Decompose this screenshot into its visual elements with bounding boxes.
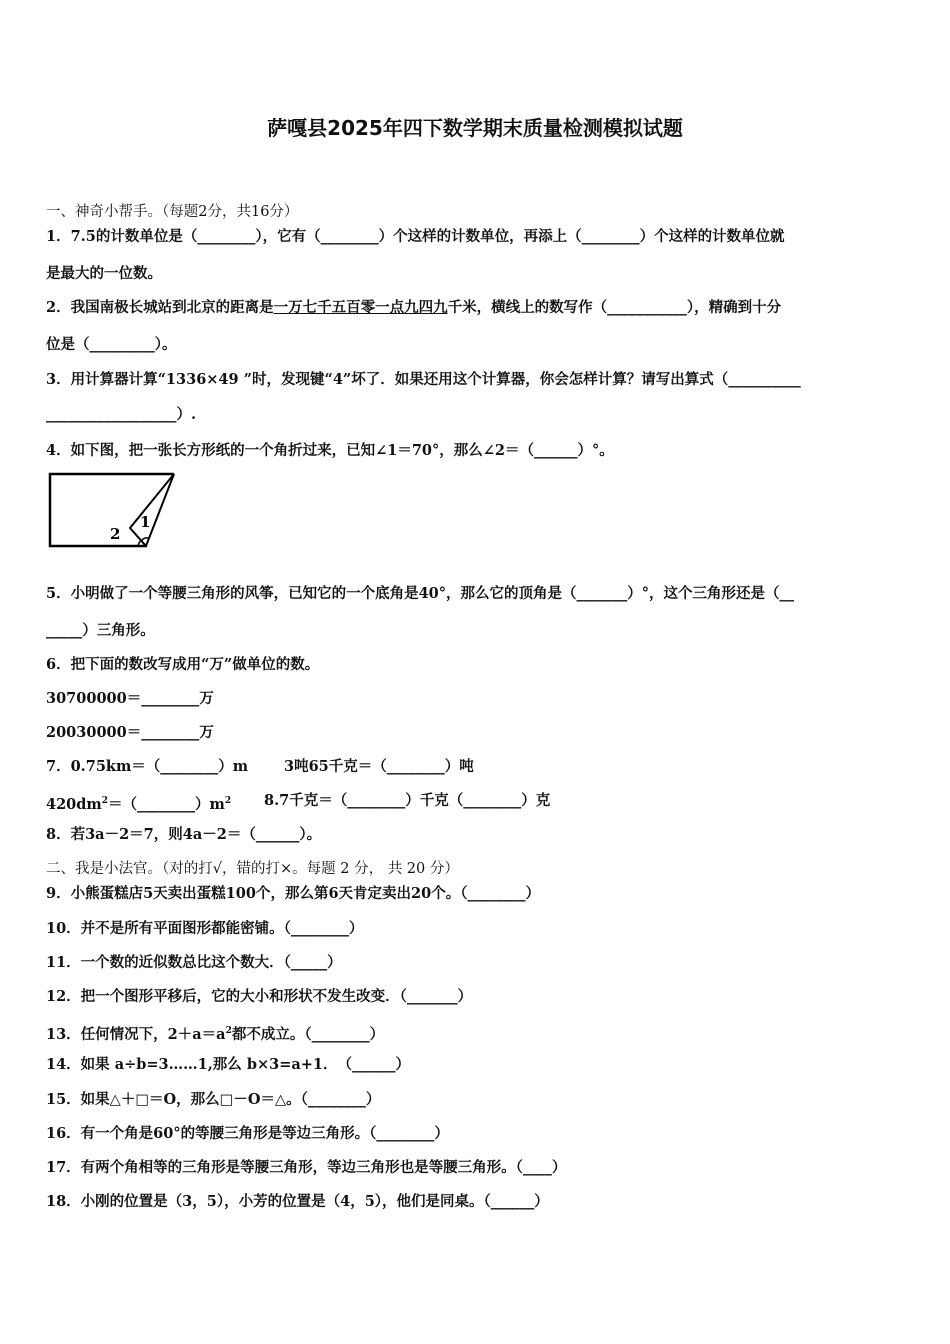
question-5-line-1: 5．小明做了一个等腰三角形的风筝，已知它的一个底角是40°，那么它的顶角是（_______）°，这个三角形还是（__ (46, 585, 795, 602)
folded-paper-figure (46, 470, 186, 552)
question-9: 9．小熊蛋糕店5天卖出蛋糕100个，那么第6天肯定卖出20个。（________） (46, 885, 540, 902)
angle-1-label: 1 (140, 513, 151, 531)
question-7-c-unit-sup: 2 (224, 796, 232, 806)
question-7-d: 8.7千克＝（________）千克（________）克 (264, 792, 551, 809)
question-3-line-2: __________________）. (46, 406, 197, 423)
question-2-post: 千米，横线上的数写作（___________），精确到十分 (447, 299, 782, 316)
rectangle-outline (50, 474, 166, 546)
question-15: 15．如果△＋□＝O，那么□－O＝△。（________） (46, 1091, 381, 1108)
question-14: 14．如果 a÷b=3……1,那么 b×3=a+1． （______） (46, 1056, 410, 1073)
question-2-line-2: 位是（_________）。 (46, 336, 177, 353)
question-7-c-post: ＝（________）m (108, 795, 225, 813)
question-13-sup: 2 (225, 1026, 232, 1036)
section-2-header: 二、我是小法官。（对的打√，错的打×。每题 2 分， 共 20 分） (46, 861, 459, 877)
question-13 (46, 1021, 384, 1045)
question-6-b: 20030000＝________万 (46, 724, 214, 741)
question-7-c-sup: 2 (101, 796, 109, 806)
question-10: 10．并不是所有平面图形都能密铺。（________） (46, 920, 364, 937)
question-2-line-1 (46, 298, 781, 318)
question-4-text: 4．如下图，把一张长方形纸的一个角折过来，已知∠1＝70°，那么∠2＝（______）°。 (46, 442, 614, 459)
question-7-b: 3吨65千克＝（________）吨 (284, 758, 474, 775)
question-7-a: 7．0.75km＝（________）m (46, 758, 249, 775)
question-13-pre: 13．任何情况下，2＋a＝a (46, 1025, 226, 1043)
question-16: 16．有一个角是60°的等腰三角形是等边三角形。（________） (46, 1125, 449, 1142)
angle-1-arc (142, 538, 148, 540)
question-2-pre: 2．我国南极长城站到北京的距离是 (46, 299, 274, 316)
section-1-header: 一、神奇小帮手。（每题2分，共16分） (46, 204, 299, 220)
page-title: 萨嘎县2025年四下数学期末质量检测模拟试题 (267, 116, 683, 140)
question-8: 8．若3a－2＝7，则4a－2＝（______）。 (46, 826, 322, 843)
question-1-line-2: 是最大的一位数。 (46, 265, 162, 282)
question-6-a: 30700000＝________万 (46, 690, 214, 707)
question-2-underlined-number: 一万七千五百零一点九四九 (273, 299, 448, 316)
question-13-post: 都不成立。（________） (231, 1025, 385, 1043)
question-11: 11．一个数的近似数总比这个数大．（_____） (46, 954, 342, 971)
question-1-line-1: 1．7.5的计数单位是（________），它有（________）个这样的计数单位，再添上（________）个这样的计数单位就 (46, 228, 785, 245)
angle-2-label: 2 (110, 525, 121, 543)
question-3-line-1: 3．用计算器计算“1336×49 ”时，发现键“4”坏了．如果还用这个计算器，你会怎样计算？请写出算式（__________ (46, 371, 801, 388)
question-18: 18．小刚的位置是（3，5），小芳的位置是（4，5），他们是同桌。（______） (46, 1193, 549, 1210)
question-5-line-2: _____）三角形。 (46, 622, 155, 639)
folded-corner (130, 474, 174, 546)
question-7-c-pre: 420dm (46, 795, 102, 813)
question-6-text: 6．把下面的数改写成用“万”做单位的数。 (46, 656, 320, 673)
question-17: 17．有两个角相等的三角形是等腰三角形，等边三角形也是等腰三角形。（____） (46, 1159, 567, 1176)
question-7-c (46, 791, 231, 815)
question-12: 12．把一个图形平移后，它的大小和形状不发生改变．（_______） (46, 988, 473, 1005)
